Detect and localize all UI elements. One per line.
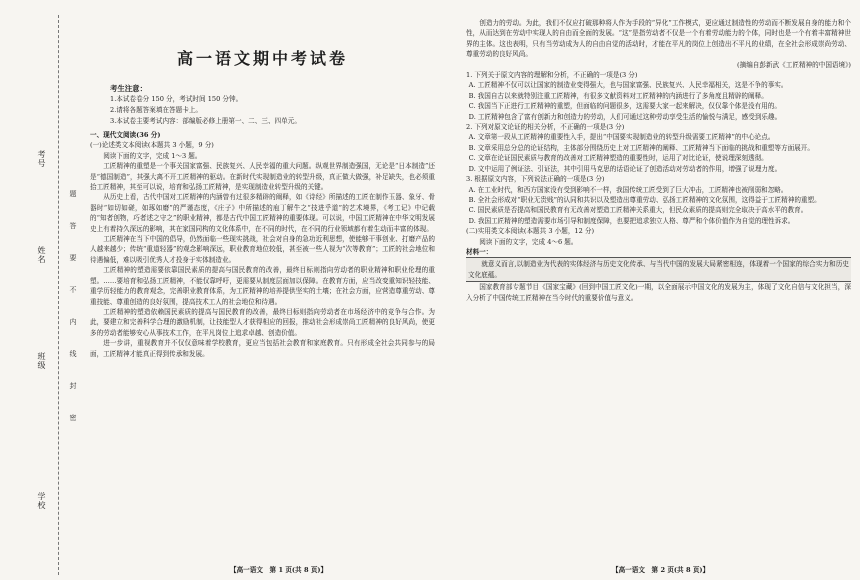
passage-paragraph: 国家教育部专题节目《国家宝藏》(回到中国工匠文化)一期，以全面展示中国文化的发展为主，体现了文化自信与文化担当，深入分析了中国传统工匠精神在当今时代的重要价值与意义。 [466,283,851,302]
page-footer: 【高一语文 第 2 页(共 8 页)】 [612,566,710,574]
right-content [466,18,851,303]
seal-char: 题 [69,190,77,197]
instruction: 阅读下面的文字，完成 4～6 题。 [479,237,578,246]
section-heading: 一、现代文阅读(36 分) [90,131,161,139]
notice-item: 1.本试卷卷分 150 分，考试时间 150 分钟。 [110,95,243,103]
notice-item: 2.请将各题答案填在答题卡上。 [110,106,203,114]
page-footer: 【高一语文 第 1 页(共 8 页)】 [230,566,328,574]
answer-option: B. 全社会形成对“职业无贵贱”的认同和共识以及塑造出尊重劳动、弘扬工匠精神的文化氛围，这得益于工匠精神的重塑。 [468,195,821,204]
answer-option: A. 工匠精神不仅可以让国家的制造业变得强大，也与国家富强、民族复兴、人民幸福相关，这是不争的事实。 [468,81,788,90]
answer-option: B. 文章采用总分总的论证结构，主体部分围绕历史上对工匠精神的阐释、工匠精神当下面临的挑战和重塑等方面展开。 [468,143,814,152]
subsection-heading: (一)论述类文本阅读(本题共 3 小题，9 分) [90,141,214,150]
notice-item: 3.本试卷主要考试内容：部编版必修上册第一、二、三、四单元。 [110,117,301,125]
subsection-heading: (二)实用类文本阅读(本题共 3 小题，12 分) [466,227,595,236]
question-stem: 2. 下列对原文论证的相关分析，不正确的一项是(3 分) [466,123,625,132]
answer-option: D. 工匠精神包含了富有创新力和创造力的劳动，人们可通过这种劳动享受生活的愉悦与满足，感受到乐趣。 [468,112,782,121]
passage-paragraph: 进一步讲，重视教育并不仅仅意味着学校教育，更应当包括社会教育和家庭教育。只有形成全社会共同参与的局面，工匠精神才能真正得到传承和发展。 [90,339,435,358]
material-label: 材料一： [466,247,493,256]
reading-section [90,130,435,359]
exam-title: 高一语文期中考试卷 [176,49,348,68]
binding-margin [0,0,86,580]
answer-option: A. 在工业时代，和西方国家没有受到影响不一样，我国传统工匠受到了巨大冲击，工匠精神也被削弱和忽略。 [468,185,788,194]
seal-char: 封 [69,382,77,389]
passage-paragraph: 工匠精神的重塑是一个事关国家富强、民族复兴、人民幸福的重大问题。纵观世界制造强国，无论是“日本制造”还是“德国制造”，其强大离不开工匠精神的驱动。在新时代实现制造业的转型升级，真正做大做强，补足缺失，也必须重拾工匠精神，其至可以说，培育和弘扬工匠精神，是实现制造业转型升级的关键。 [90,162,435,192]
seal-char: 答 [69,222,77,229]
left-page [90,18,435,359]
seal-char: 线 [69,350,77,357]
passage-paragraph: 工匠精神的塑造需要依靠国民素质的提高与国民教育的改善，最终目标则指向劳动者的职业精神和职业伦理的重塑。……要培育和弘扬工匠精神，不能仅靠呼吁，更需要从制度层面加以保障。在教育方面，应当改变重知识轻技能、重学历轻能力的教育观念，完善职业教育体系，为工匠精神的培养提供坚实的土壤；在社会方面，应营造尊重劳动、尊重技能、尊重创造的良好氛围，提高技术工人的社会地位和待遇。 [90,266,435,306]
question-stem: 3. 根据原文内容，下列说法正确的一项是(3 分) [466,175,605,184]
passage-continuation: 创造力的劳动。为此，我们不仅应打破那种将人作为手段的“异化”工作模式，更应通过制造性的劳动而不断发展自身的能力和个性，从而达到在劳动中实现人的自由而全面的发展。“这”是指劳动者不仅是一个有着劳动能力的个体，同时也是一个有着丰富精神世界的主体。这也表明，只有当劳动成为人的自由自觉的活动时，才能在平凡的岗位上创造出不平凡的业绩，在全社会形成崇尚劳动、尊重劳动的良好风尚。 [466,19,851,59]
class-field: 班级 [37,352,46,370]
school-field: 学校 [37,492,46,510]
seal-char: 内 [69,318,77,325]
answer-option: C. 我国当下正进行工匠精神的重塑，但面临的问题很多，这需要大家一起来解决，仅仅靠个体是没有用的。 [468,102,781,111]
answer-option: D. 文中运用了例证法、引证法，其中引用马克思的话语论证了创造活动对劳动者的作用，增强了说理力度。 [468,164,782,173]
answer-option: B. 我国自古以来就特别注重工匠精神，有很多文献资料对工匠精神的内涵进行了多角度且精辟的阐释。 [468,91,768,100]
binding-dashed-line [58,15,59,575]
answer-option: A. 文章第一段从工匠精神的重要性入手，提出“中国要实现制造业的转型升级需要工匠精神”的中心论点。 [468,133,775,142]
passage-paragraph: 工匠精神在当下中国的倡导，仍然面临一些现实挑战，社会对自身的急功近利思想，使能够干事创业、打磨产品的人越来越少；传统“重道轻器”的观念影响深远，职业教育地位较低，甚至被一些人视为“次等教育”；工匠的社会地位和待遇偏低，难以吸引优秀人才投身于实体制造业。 [90,235,435,264]
seal-char: 要 [69,254,77,261]
question [466,70,851,122]
exam-number-field: 考号 [37,150,46,168]
source-citation: (摘编自彭新武《工匠精神的中国语境》) [737,60,851,69]
question-stem: 1. 下列关于原文内容的理解和分析，不正确的一项是(3 分) [466,71,638,80]
name-field: 姓名 [37,246,46,264]
highlighted-passage: 就意义而言,以制造业为代表的实体经济与历史文化传承、与当代中国的发展大局紧密相连，体现着一个国家的综合实力和历史文化底蕴。 [466,257,851,282]
answer-option: D. 我国工匠精神的塑造需要市场引导和制度保障，也要把追求独立人格、尊严和个体价值作为自觉的理性诉求。 [468,216,795,225]
seal-char: 不 [69,286,77,293]
seal-char: 密 [69,414,77,421]
notice-block [110,83,435,127]
passage-paragraph: 从历史上看，古代中国对工匠精神的内涵曾有过很多精辟的阐释，如《诗经》所描述的工匠在制作玉器、象牙、骨器时“如切如磋，如琢如磨”的严谨态度，《庄子》中所描述的庖丁解牛之“技进乎道”的艺术境界，《考工记》中记载的“知者创物，巧者述之守之”的职业精神，都是古代中国工匠精神的重要体现。可以说，中国工匠精神在中华文明发展史上有着持久深远的影响，其在家国同构的文化体系中，在不同的时代，在不同的行业领域都有着生动而丰富的体现。 [90,193,435,233]
question [466,174,851,226]
instruction: 阅读下面的文字，完成 1～3 题。 [103,151,202,160]
passage-paragraph: 工匠精神的塑造依赖国民素质的提高与国民教育的改善，最终目标则指向劳动者在市场经济中的竞争与合作。为此，要建立和完善科学合理的激励机制，让技能型人才获得相应的回报，推动社会形成崇尚工匠精神的良好风尚，使更多的劳动者能够安心从事技术工作，在平凡岗位上追求卓越、创造价值。 [90,307,435,337]
notice-heading: 考生注意： [110,84,147,93]
answer-option: C. 国民素质是否提高和国民教育有无改善对塑造工匠精神关系重大，但民众素质的提高则完全取决于高水平的教育。 [468,206,808,215]
question [466,122,851,174]
right-page [466,18,851,303]
answer-option: C. 文章在论证国民素质与教育的改善对工匠精神塑造的重要性时，运用了对比论证，使说理深刻透彻。 [468,154,768,163]
